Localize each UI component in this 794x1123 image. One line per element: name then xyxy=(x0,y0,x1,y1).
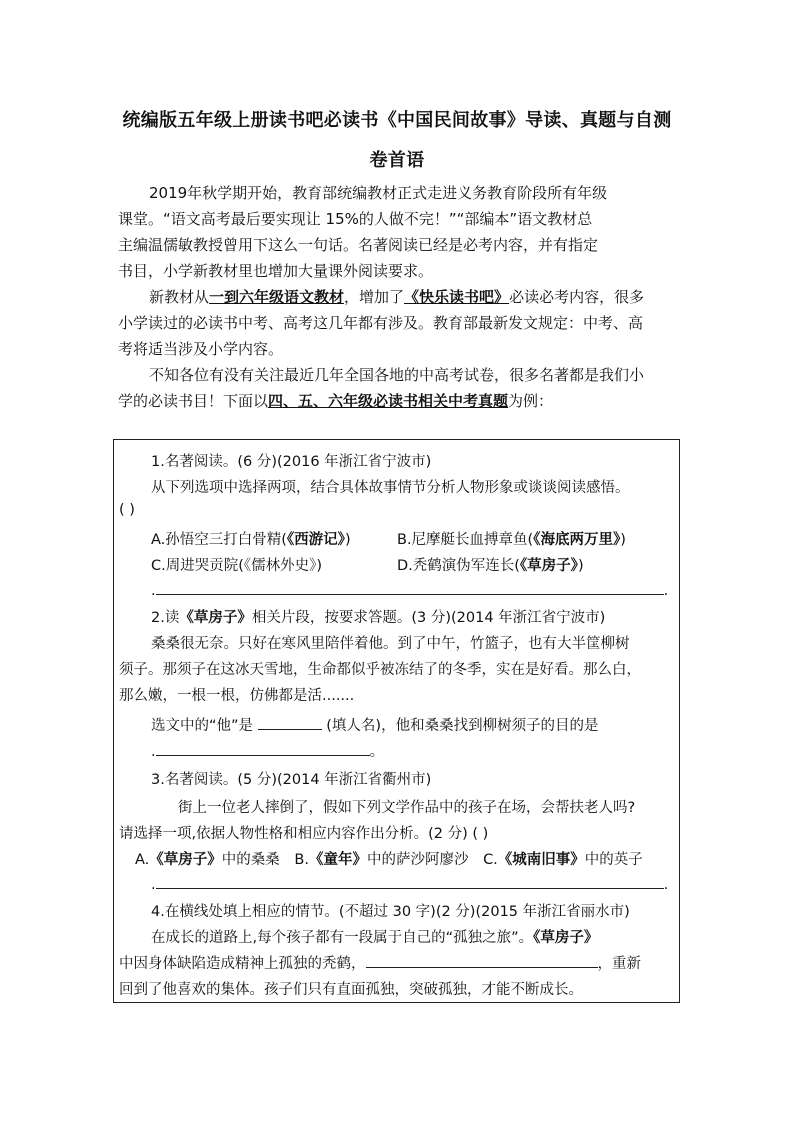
q3-title: 3.名著阅读。(5 分)(2014 年浙江省衢州市) xyxy=(151,772,432,788)
q2-passage-line1: 桑桑很无奈。只好在寒风里陪伴着他。到了中午，竹篮子，也有大半筐柳树 xyxy=(151,636,630,652)
q1-title: 1.名著阅读。(6 分)(2016 年浙江省宁波市) xyxy=(151,454,432,470)
intro-p1-line1: 2019年秋学期开始，教育部统编教材正式走进义务教育阶段所有年级 xyxy=(149,184,608,202)
q1-option-c: C.周进哭贡院(《儒林外史》) xyxy=(151,558,323,574)
q4-title: 4.在横线处填上相应的情节。(不超过 30 字)(2 分)(2015 年浙江省丽水市) xyxy=(151,904,630,920)
intro-p1-line2: 课堂。“语文高考最后要实现让 15%的人做不完！”“部编本”语文教材总 xyxy=(118,210,593,228)
underlined-phrase: 《快乐读书吧》 xyxy=(404,288,510,306)
q3-option-c: C.《城南旧事》中的英子 xyxy=(483,852,643,868)
q1-answer-line: . . xyxy=(151,580,668,599)
q4-text-line3: 回到了他喜欢的集体。孩子们只有直面孤独，突破孤独，才能不断成长。 xyxy=(119,982,583,998)
q3-answer-line: . . xyxy=(151,874,668,893)
q3-option-a: A.《草房子》中的桑桑 xyxy=(135,852,280,868)
q4-text-line1: 在成长的道路上,每个孩子都有一段属于自己的“孤独之旅”。《草房子》 xyxy=(151,930,599,946)
underlined-phrase: 一到六年级语文教材 xyxy=(209,288,345,306)
q1-option-a: A.孙悟空三打白骨精(《西游记》) xyxy=(151,532,351,548)
intro-p2-line1: 新教材从一到六年级语文教材，增加了《快乐读书吧》必读必考内容，很多 xyxy=(149,288,645,306)
q1-paren: ( ) xyxy=(119,502,135,518)
q3-option-b: B.《童年》中的萨沙阿廖沙 xyxy=(294,852,469,868)
answer-blank xyxy=(258,715,322,730)
q3-options xyxy=(135,848,643,869)
q3-text-line1: 街上一位老人摔倒了，假如下列文学作品中的孩子在场，会帮扶老人吗? xyxy=(178,800,636,816)
section-heading: 卷首语 xyxy=(369,150,425,171)
q2-question: 选文中的“他”是 (填人名)，他和桑桑找到柳树须子的目的是 xyxy=(151,714,599,735)
q4-text-line2: 中因身体缺陷造成精神上孤独的秃鹤， ，重新 xyxy=(119,952,641,973)
q2-answer-line: . 。 xyxy=(151,740,384,761)
q1-option-d: D.秃鹤演伪军连长(《草房子》) xyxy=(397,558,584,574)
answer-blank xyxy=(156,580,664,595)
intro-p1-line3: 主编温儒敏教授曾用下这么一句话。名著阅读已经是必考内容，并有指定 xyxy=(118,236,599,254)
q1-option-b: B.尼摩艇长血搏章鱼(《海底两万里》) xyxy=(397,532,626,548)
answer-blank xyxy=(156,741,370,756)
answer-blank xyxy=(156,874,664,889)
intro-p1-line4: 书目，小学新教材里也增加大量课外阅读要求。 xyxy=(118,262,434,280)
intro-p2-line2: 小学读过的必读书中考、高考这几年都有涉及。教育部最新发文规定：中考、高 xyxy=(118,314,644,332)
q2-passage-line3: 那么嫩，一根一根，仿佛都是活....... xyxy=(119,688,355,704)
underlined-phrase: 四、五、六年级必读书相关中考真题 xyxy=(268,392,509,410)
q1-text: 从下列选项中选择两项，结合具体故事情节分析人物形象或谈谈阅读感悟。 xyxy=(151,480,630,496)
q2-title: 2.读《草房子》相关片段，按要求答题。(3 分)(2014 年浙江省宁波市) xyxy=(151,610,606,626)
answer-blank xyxy=(366,953,598,968)
intro-p2-line3: 考将适当涉及小学内容。 xyxy=(118,340,284,358)
questions-box xyxy=(113,439,680,1003)
q3-text-line2: 请选择一项,依据人物性格和相应内容作出分析。(2 分) ( ) xyxy=(119,826,489,842)
q2-passage-line2: 须子。那须子在这冰天雪地，生命都似乎被冻结了的冬季，实在是好看。那么白， xyxy=(119,662,641,678)
document-title: 统编版五年级上册读书吧必读书《中国民间故事》导读、真题与自测 xyxy=(122,110,672,131)
intro-p3-line1: 不知各位有没有关注最近几年全国各地的中高考试卷，很多名著都是我们小 xyxy=(149,366,645,384)
intro-p3-line2: 学的必读书目！下面以四、五、六年级必读书相关中考真题为例： xyxy=(118,392,554,410)
intro-text xyxy=(118,180,678,414)
